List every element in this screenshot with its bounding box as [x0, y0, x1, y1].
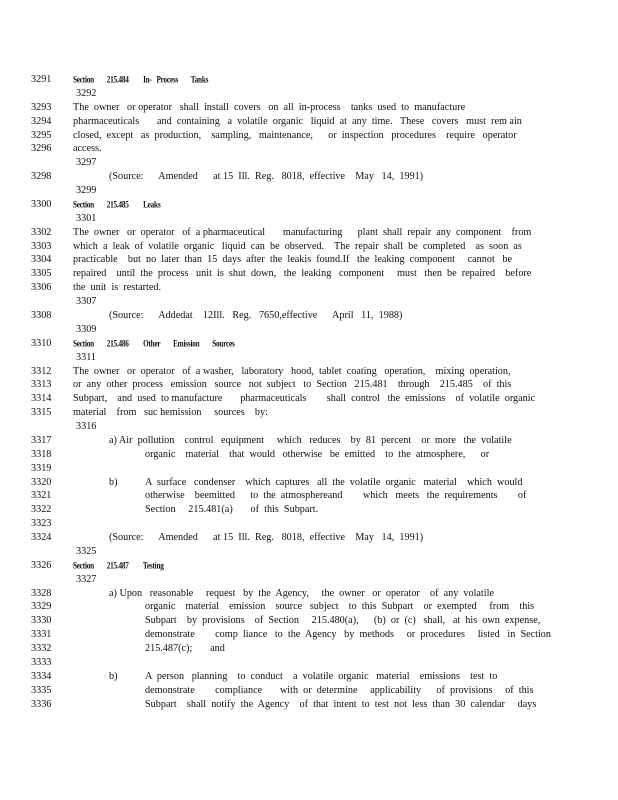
item-label: b)	[109, 476, 118, 488]
document-line	[0, 628, 618, 642]
line-number: 3323	[31, 518, 52, 530]
section-heading: Section 215.484 In- Process Tanks	[73, 75, 209, 85]
document-line	[0, 351, 618, 365]
line-number: 3326	[31, 559, 52, 571]
document-line	[0, 87, 618, 101]
document-line	[0, 323, 618, 337]
document-line	[0, 489, 618, 503]
document-line	[0, 309, 618, 323]
line-text: or any other process emission source not subject to Section 215.481 through 215.485 of this	[73, 379, 512, 391]
line-text: (Source: Addedat 12Ill. Reg. 7650,effective April 11, 1988)	[109, 310, 403, 321]
line-text: demonstrate comp liance to the Agency by methods or procedures listed in Section	[145, 629, 551, 641]
line-number: 3322	[31, 504, 52, 516]
document-line	[0, 170, 618, 184]
document-line	[0, 614, 618, 628]
line-number: 3328	[31, 587, 52, 599]
line-text: 3309	[76, 323, 97, 335]
line-text: Subpart shall notify the Agency of that intent to test not less than 30 calendar days	[145, 698, 537, 710]
document-line	[0, 226, 618, 240]
line-text: Section 215.481(a) of this Subpart.	[145, 504, 319, 516]
line-text: The owner or operator shall install covers on all in-process tanks used to manufacture	[73, 101, 466, 113]
line-text: demonstrate compliance with or determine applicability of provisions of this	[145, 684, 534, 696]
document-line	[0, 253, 618, 267]
line-number: 3300	[31, 198, 52, 210]
document-line	[0, 198, 618, 212]
line-text: (Source: Amended at 15 Ill. Reg. 8018, effective May 14, 1991)	[109, 532, 424, 543]
document-line	[0, 337, 618, 351]
document-line	[0, 573, 618, 587]
document-line	[0, 365, 618, 379]
document-line	[0, 142, 618, 156]
document-line	[0, 587, 618, 601]
document-line	[0, 600, 618, 614]
line-number: 3313	[31, 379, 52, 391]
line-number: 3317	[31, 434, 52, 446]
line-text: 215.487(c); and	[145, 643, 225, 655]
document-line	[0, 559, 618, 573]
line-text: a) Upon reasonable request by the Agency, the owner or operator of any volatile	[109, 587, 494, 599]
line-text: A person planning to conduct a volatile organic material emissions test to	[145, 670, 498, 682]
line-text: practicable but no later than 15 days after the leakis found.If the leaking component cannot be	[73, 254, 513, 266]
document-line	[0, 406, 618, 420]
document-line	[0, 434, 618, 448]
section-heading: Section 215.487 Testing	[73, 560, 164, 571]
document-line	[0, 73, 618, 87]
line-text: organic material emission source subject to this Subpart or exempted from this	[145, 601, 535, 613]
line-number: 3331	[31, 629, 52, 641]
line-number: 3306	[31, 282, 52, 294]
line-number: 3308	[31, 310, 52, 321]
line-number: 3298	[31, 171, 52, 183]
document-line	[0, 281, 618, 295]
line-number: 3314	[31, 393, 52, 405]
document-line	[0, 115, 618, 129]
line-number: 3312	[31, 365, 52, 377]
line-number: 3302	[31, 226, 52, 238]
document-line	[0, 295, 618, 309]
line-number: 3320	[31, 476, 52, 488]
line-number: 3291	[31, 74, 52, 85]
line-number: 3293	[31, 101, 52, 113]
line-text: otherwise beemitted to the atmosphereand which meets the requirements of	[145, 490, 527, 502]
line-text: 3292	[76, 87, 97, 99]
line-number: 3333	[31, 657, 52, 668]
document-line	[0, 378, 618, 392]
document-line	[0, 462, 618, 476]
document-line	[0, 503, 618, 517]
line-text: 3316	[76, 421, 97, 432]
document-line	[0, 129, 618, 143]
document-line	[0, 684, 618, 698]
document-line	[0, 184, 618, 198]
document-line	[0, 420, 618, 434]
line-number: 3295	[31, 129, 52, 141]
line-text: material from suc hemission sources by:	[73, 407, 268, 419]
line-number: 3335	[31, 684, 52, 696]
line-text: A surface condenser which captures all the volatile organic material which would	[145, 476, 523, 488]
line-text: 3301	[76, 212, 97, 224]
line-number: 3334	[31, 670, 52, 682]
line-number: 3319	[31, 462, 52, 474]
line-text: organic material that would otherwise be emitted to the atmosphere, or	[145, 448, 490, 460]
line-number: 3329	[31, 601, 52, 613]
document-line	[0, 670, 618, 684]
line-number: 3315	[31, 407, 52, 419]
document-line	[0, 156, 618, 170]
document-line	[0, 698, 618, 712]
line-text: (Source: Amended at 15 Ill. Reg. 8018, effective May 14, 1991)	[109, 171, 424, 183]
line-number: 3296	[31, 143, 52, 155]
line-number: 3332	[31, 643, 52, 655]
line-number: 3336	[31, 698, 52, 710]
document-line	[0, 531, 618, 545]
document-line	[0, 517, 618, 531]
line-text: the unit is restarted.	[73, 282, 161, 294]
line-number: 3294	[31, 115, 52, 127]
line-number: 3310	[31, 337, 52, 349]
document-line	[0, 448, 618, 462]
line-number: 3318	[31, 448, 52, 460]
line-text: 3327	[76, 573, 97, 585]
line-text: access.	[73, 143, 102, 155]
line-number: 3305	[31, 268, 52, 280]
document-line	[0, 642, 618, 656]
document-line	[0, 545, 618, 559]
document-line	[0, 476, 618, 490]
line-number: 3324	[31, 532, 52, 543]
section-heading: Section 215.485 Leaks	[73, 199, 161, 210]
line-number: 3330	[31, 615, 52, 627]
line-number: 3304	[31, 254, 52, 266]
line-number: 3303	[31, 240, 52, 252]
document-line	[0, 212, 618, 226]
line-text: 3299	[76, 185, 97, 196]
line-number: 3321	[31, 490, 52, 502]
line-text: 3307	[76, 296, 97, 308]
line-text: The owner or operator of a washer, laboratory hood, tablet coating operation, mixing operation,	[73, 365, 511, 377]
document-line	[0, 101, 618, 115]
line-text: Subpart, and used to manufacture pharmaceuticals shall control the emissions of volatile organic	[73, 393, 536, 405]
document-line	[0, 656, 618, 670]
line-text: 3325	[76, 545, 97, 557]
line-text: Subpart by provisions of Section 215.480(a), (b) or (c) shall, at his own expense,	[145, 615, 541, 627]
document-line	[0, 240, 618, 254]
line-text: a) Air pollution control equipment which reduces by 81 percent or more the volatile	[109, 434, 512, 446]
item-label: b)	[109, 670, 118, 682]
line-text: pharmaceuticals and containing a volatile organic liquid at any time. These covers must rem ain	[73, 115, 522, 127]
document-line	[0, 392, 618, 406]
line-text: closed, except as production, sampling, maintenance, or inspection procedures require operator	[73, 129, 517, 141]
line-text: The owner or operator of a pharmaceutical manufacturing plant shall repair any component from	[73, 226, 532, 238]
line-text: repaired until the process unit is shut down, the leaking component must then be repaired before	[73, 268, 532, 280]
line-text: 3297	[76, 157, 97, 169]
section-heading: Section 215.486 Other Emission Sources	[73, 338, 235, 349]
line-text: which a leak of volatile organic liquid can be observed. The repair shall be completed as soon as	[73, 240, 522, 252]
line-text: 3311	[76, 351, 96, 363]
document-line	[0, 267, 618, 281]
